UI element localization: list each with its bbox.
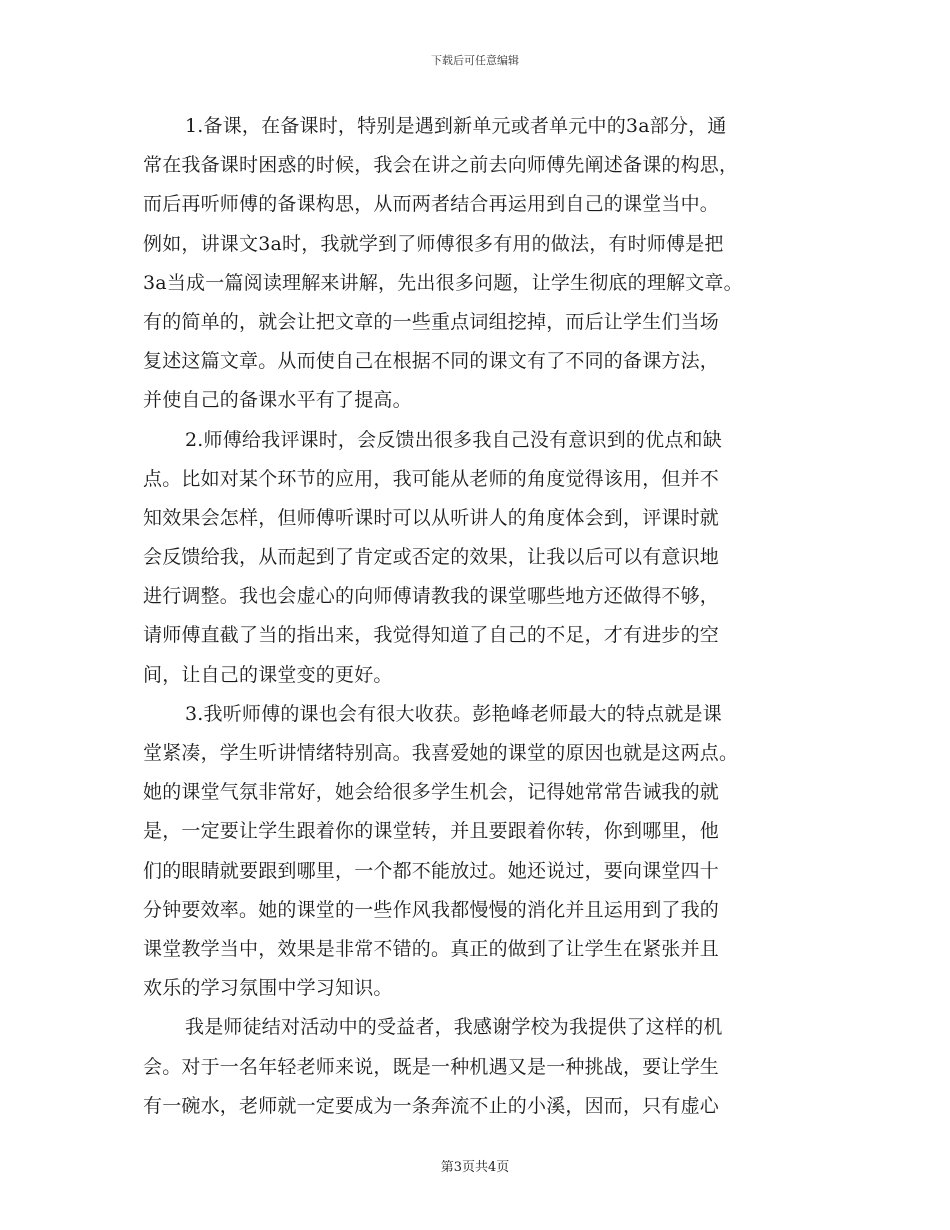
text-line: 3a当成一篇阅读理解来讲解，先出很多问题，让学生彻底的理解文章。 [143, 271, 743, 294]
text-line: 知效果会怎样，但师傅听课时可以从听讲人的角度体会到，评课时就 [143, 506, 720, 529]
text-line: 会反馈给我，从而起到了肯定或否定的效果，让我以后可以有意识地 [143, 546, 720, 569]
text-line: 她的课堂气氛非常好，她会给很多学生机会，记得她常常告诫我的就 [143, 781, 720, 804]
text-line: 们的眼睛就要跟到哪里，一个都不能放过。她还说过，要向课堂四十 [143, 859, 720, 882]
text-line: 3.我听师傅的课也会有很大收获。彭艳峰老师最大的特点就是课 [185, 702, 722, 725]
text-line: 分钟要效率。她的课堂的一些作风我都慢慢的消化并且运用到了我的 [143, 898, 720, 921]
text-line: 课堂教学当中，效果是非常不错的。真正的做到了让学生在紧张并且 [143, 937, 720, 960]
page-number: 第3页共4页 [440, 1160, 510, 1175]
text-line: 我是师徒结对活动中的受益者，我感谢学校为我提供了这样的机 [185, 1016, 723, 1039]
text-line: 进行调整。我也会虚心的向师傅请教我的课堂哪些地方还做得不够， [143, 585, 720, 608]
text-line: 会。对于一名年轻老师来说，既是一种机遇又是一种挑战，要让学生 [143, 1055, 720, 1078]
text-line: 请师傅直截了当的指出来，我觉得知道了自己的不足，才有进步的空 [143, 624, 720, 647]
text-line: 并使自己的备课水平有了提高。 [143, 389, 412, 412]
document-body [143, 107, 813, 1126]
text-line: 是，一定要让学生跟着你的课堂转，并且要跟着你转，你到哪里，他 [143, 820, 720, 843]
text-line: 间，让自己的课堂变的更好。 [143, 663, 393, 686]
paragraph-1 [143, 107, 813, 421]
page-header: 下载后可任意编辑 [431, 54, 519, 67]
text-line: 有的简单的，就会让把文章的一些重点词组挖掉，而后让学生们当场 [143, 310, 720, 333]
text-line: 例如，讲课文3a时，我就学到了师傅很多有用的做法，有时师傅是把 [143, 232, 724, 255]
paragraph-4 [143, 1008, 813, 1126]
text-line: 复述这篇文章。从而使自己在根据不同的课文有了不同的备课方法， [143, 350, 720, 373]
text-line: 有一碗水，老师就一定要成为一条奔流不止的小溪，因而，只有虚心 [143, 1094, 720, 1117]
text-line: 堂紧凑，学生听讲情绪特别高。我喜爱她的课堂的原因也就是这两点。 [143, 742, 739, 764]
paragraph-2 [143, 421, 813, 695]
paragraph-3 [143, 695, 813, 1009]
text-line: 点。比如对某个环节的应用，我可能从老师的角度觉得该用，但并不 [143, 467, 720, 490]
text-line: 常在我备课时困惑的时候，我会在讲之前去向师傅先阐述备课的构思， [143, 154, 739, 177]
text-line: 2.师傅给我评课时，会反馈出很多我自己没有意识到的优点和缺 [185, 428, 722, 451]
text-line: 1.备课，在备课时，特别是遇到新单元或者单元中的3a部分，通 [185, 115, 727, 137]
text-line: 而后再听师傅的备课构思，从而两者结合再运用到自己的课堂当中。 [143, 193, 720, 216]
text-line: 欢乐的学习氛围中学习知识。 [143, 977, 393, 1000]
